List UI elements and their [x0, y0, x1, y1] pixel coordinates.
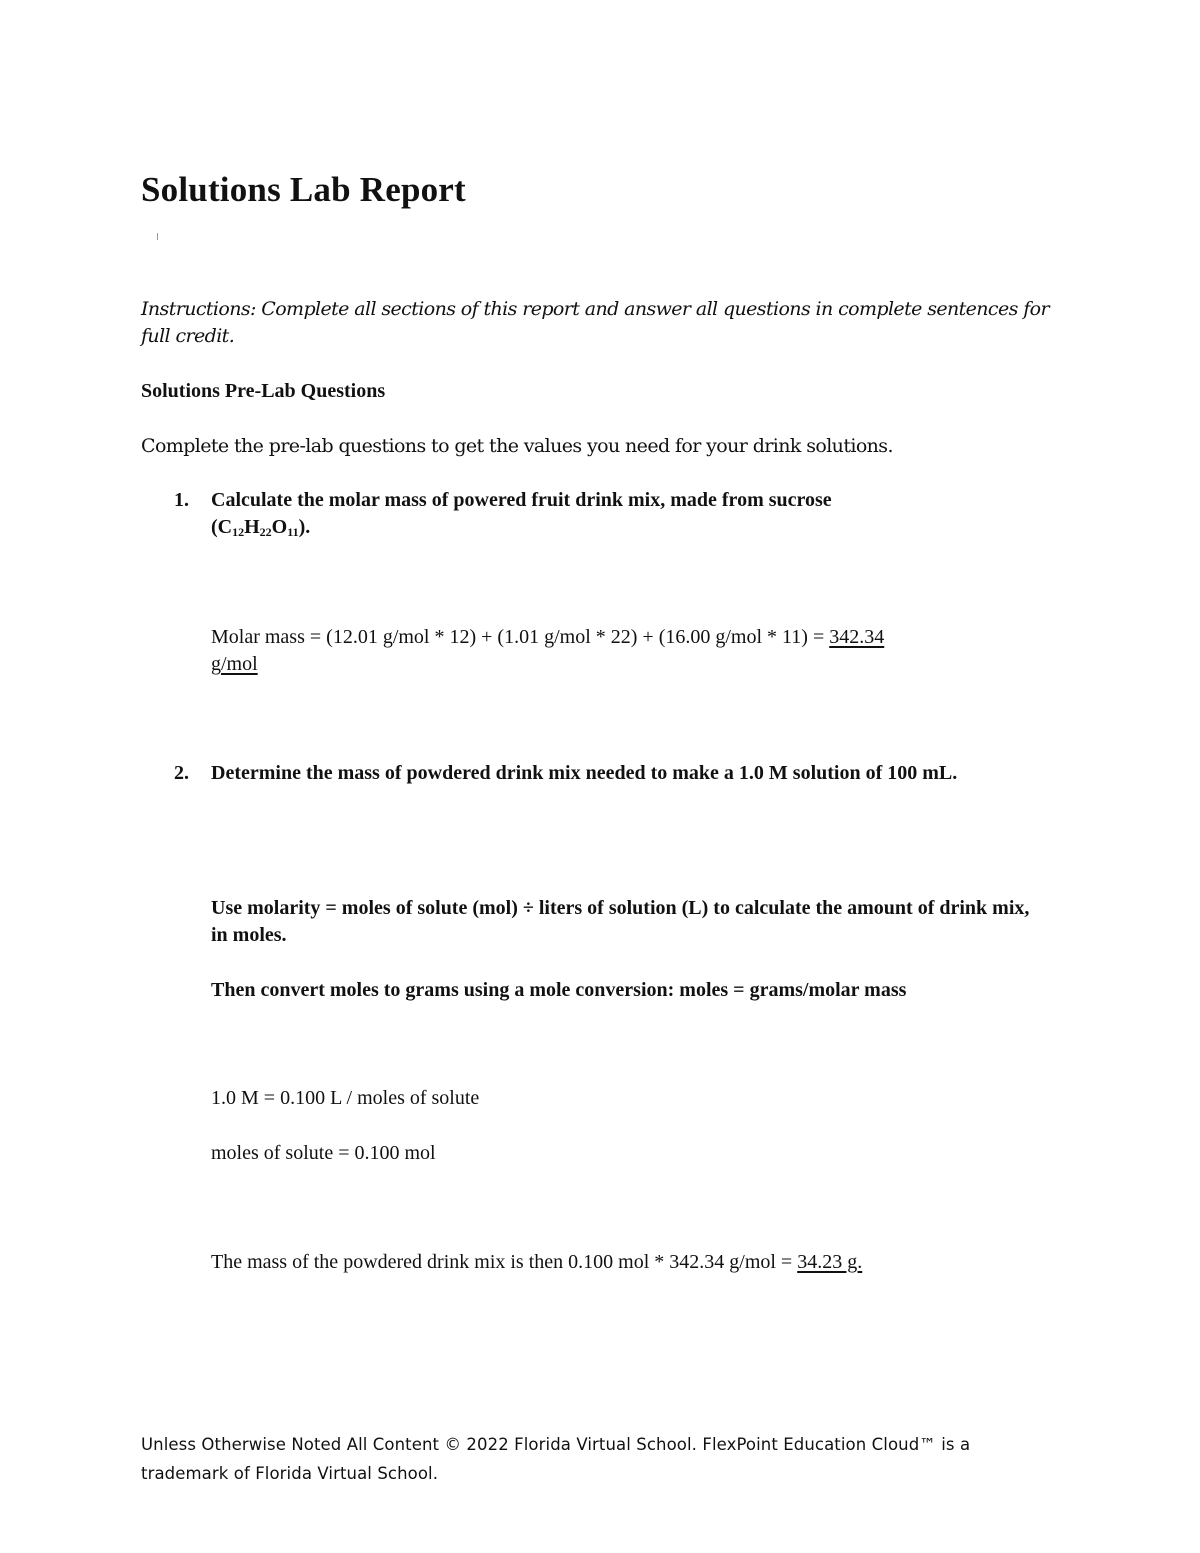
question-2-work-line-2: moles of solute = 0.100 mol	[211, 1142, 436, 1164]
question-1-answer: Molar mass = (12.01 g/mol * 12) + (1.01 g/mol * 22) + (16.00 g/mol * 11) = 342.34 g/mol	[211, 626, 885, 675]
question-2-hint-conversion: Then convert moles to grams using a mole conversion: moles = grams/molar mass	[211, 979, 907, 1001]
question-2-work-line-1: 1.0 M = 0.100 L / moles of solute	[211, 1087, 480, 1109]
copyright-footer: Unless Otherwise Noted All Content © 2022 Florida Virtual School. FlexPoint Education Cloud™ is a trademark of Florida Virtual School.	[141, 1435, 971, 1483]
drink-mix-mass-value: 34.23 g.	[797, 1251, 863, 1273]
molar-mass-value: 342.34	[829, 626, 885, 648]
question-1-number: 1.	[174, 489, 189, 511]
question-1-prompt: Calculate the molar mass of powered fruit drink mix, made from sucrose	[211, 489, 832, 511]
sucrose-formula: $(C_{12}H_{22}O_{11})$.	[211, 516, 311, 539]
question-2-hint-molarity: Use molarity = moles of solute (mol) ÷ liters of solution (L) to calculate the amount of drink mix, in moles.	[211, 897, 1030, 946]
question-2-text: Determine the mass of powdered drink mix needed to make a 1.0 M solution of 100 mL.	[211, 762, 958, 784]
text-cursor-mark	[157, 233, 158, 240]
question-2-number: 2.	[174, 762, 189, 784]
instructions: Instructions: Complete all sections of this report and answer all questions in complete sentences for full credit.	[141, 298, 1049, 347]
molar-mass-unit: g/mol	[211, 653, 258, 675]
question-2-answer: The mass of the powdered drink mix is then 0.100 mol * 342.34 g/mol = 34.23 g.	[211, 1251, 863, 1273]
section-heading: Solutions Pre-Lab Questions	[141, 380, 386, 402]
page-title: Solutions Lab Report	[141, 170, 466, 209]
question-1-text	[211, 487, 1071, 541]
intro-text: Complete the pre-lab questions to get the values you need for your drink solutions.	[141, 435, 893, 457]
